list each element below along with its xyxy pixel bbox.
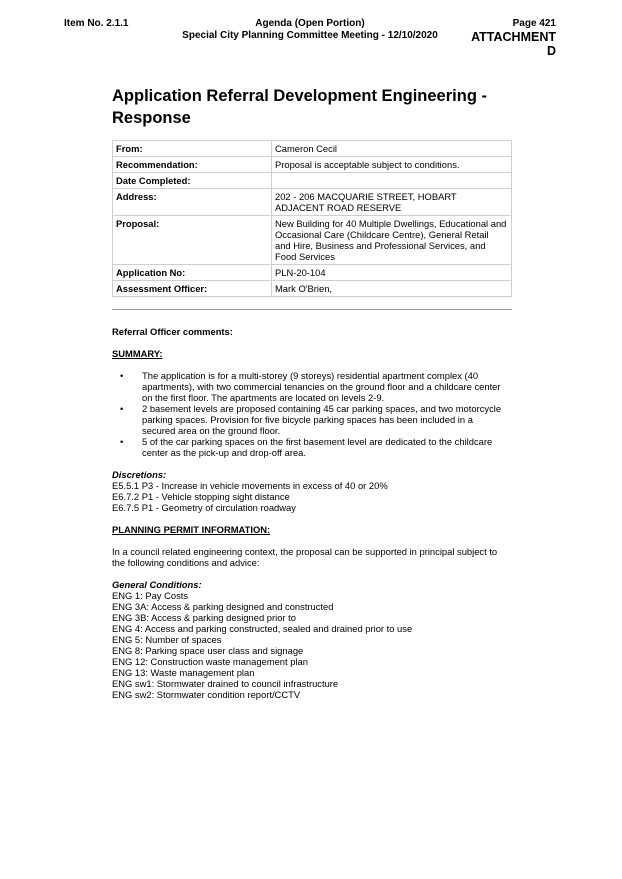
- row-label: Assessment Officer:: [113, 281, 272, 297]
- condition-item: ENG 3A: Access & parking designed and constructed: [112, 601, 334, 612]
- bullet-text: 2 basement levels are proposed containing 45 car parking spaces, and two motorcycle parking spaces. Provision for five bicycle parking spaces has been included in a secured area on the ground floor.: [142, 403, 502, 436]
- discretion-item: E5.5.1 P3 - Increase in vehicle movements in excess of 40 or 20%: [112, 480, 388, 491]
- condition-item: ENG sw2: Stormwater condition report/CCTV: [112, 689, 301, 700]
- page-number: Page 421: [512, 18, 556, 29]
- discretion-item: E6.7.2 P1 - Vehicle stopping sight distance: [112, 491, 290, 502]
- general-conditions-heading: General Conditions:: [112, 579, 202, 590]
- table-row: [113, 157, 512, 173]
- condition-item: ENG 3B: Access & parking designed prior to: [112, 612, 296, 623]
- section-divider: [112, 309, 512, 310]
- row-label: Proposal:: [113, 216, 272, 265]
- bullet: •: [120, 370, 124, 381]
- condition-item: ENG 8: Parking space user class and signage: [112, 645, 304, 656]
- row-label: Recommendation:: [113, 157, 272, 173]
- row-label: Application No:: [113, 265, 272, 281]
- list-item: [112, 370, 512, 403]
- condition-item: ENG 1: Pay Costs: [112, 590, 189, 601]
- table-row: [113, 281, 512, 297]
- agenda-title: Agenda (Open Portion): [255, 18, 365, 29]
- row-value: Mark O'Brien,: [272, 281, 512, 297]
- list-item: [112, 403, 512, 436]
- row-value: New Building for 40 Multiple Dwellings, Educational and Occasional Care (Childcare Centre), General Retail and Hire, Business and Professional Services, and Food Services: [272, 216, 512, 265]
- bullet-text: 5 of the car parking spaces on the first basement level are dedicated to the childcare center as the pick-up and drop-off area.: [142, 436, 493, 458]
- title-line-1: Application Referral Development Engineering -: [112, 87, 487, 105]
- title-line-2: Response: [112, 109, 191, 127]
- application-info-table: [112, 140, 512, 297]
- row-value: [272, 173, 512, 189]
- attachment-label: ATTACHMENT D: [471, 30, 556, 58]
- bullet-text: The application is for a multi-storey (9 storeys) residential apartment complex (40 apartments), with two commercial tenancies on the ground floor and a childcare center on the first floor. The apartments are located on levels 2-9.: [142, 370, 501, 403]
- meeting-name: Special City Planning Committee Meeting - 12/10/2020: [182, 30, 438, 41]
- row-value: Proposal is acceptable subject to conditions.: [272, 157, 512, 173]
- item-number: Item No. 2.1.1: [64, 18, 129, 29]
- permit-heading: PLANNING PERMIT INFORMATION:: [112, 524, 271, 535]
- row-label: Date Completed:: [113, 173, 272, 189]
- condition-item: ENG 12: Construction waste management plan: [112, 656, 308, 667]
- condition-item: ENG sw1: Stormwater drained to council infrastructure: [112, 678, 339, 689]
- agenda-header: [150, 18, 470, 42]
- condition-item: ENG 13: Waste management plan: [112, 667, 255, 678]
- bullet: •: [120, 436, 124, 447]
- row-value: 202 - 206 MACQUARIE STREET, HOBART ADJACENT ROAD RESERVE: [272, 189, 512, 216]
- referral-heading: Referral Officer comments:: [112, 326, 233, 337]
- bullet: •: [120, 403, 124, 414]
- row-value: PLN-20-104: [272, 265, 512, 281]
- row-label: From:: [113, 141, 272, 157]
- condition-item: ENG 5: Number of spaces: [112, 634, 222, 645]
- table-row: [113, 141, 512, 157]
- list-item: [112, 436, 512, 458]
- summary-list: [112, 370, 512, 458]
- referral-comments: [112, 326, 512, 700]
- page-title: [112, 85, 512, 129]
- table-row: [113, 189, 512, 216]
- summary-heading: SUMMARY:: [112, 348, 163, 359]
- discretion-item: E6.7.5 P1 - Geometry of circulation roadway: [112, 502, 296, 513]
- table-row: [113, 265, 512, 281]
- table-row: [113, 173, 512, 189]
- row-value: Cameron Cecil: [272, 141, 512, 157]
- condition-item: ENG 4: Access and parking constructed, sealed and drained prior to use: [112, 623, 413, 634]
- row-label: Address:: [113, 189, 272, 216]
- table-row: [113, 216, 512, 265]
- discretions-heading: Discretions:: [112, 469, 167, 480]
- page-header-right: [470, 18, 556, 58]
- permit-intro: In a council related engineering context, the proposal can be supported in principal subject to the following conditions and advice:: [112, 546, 498, 568]
